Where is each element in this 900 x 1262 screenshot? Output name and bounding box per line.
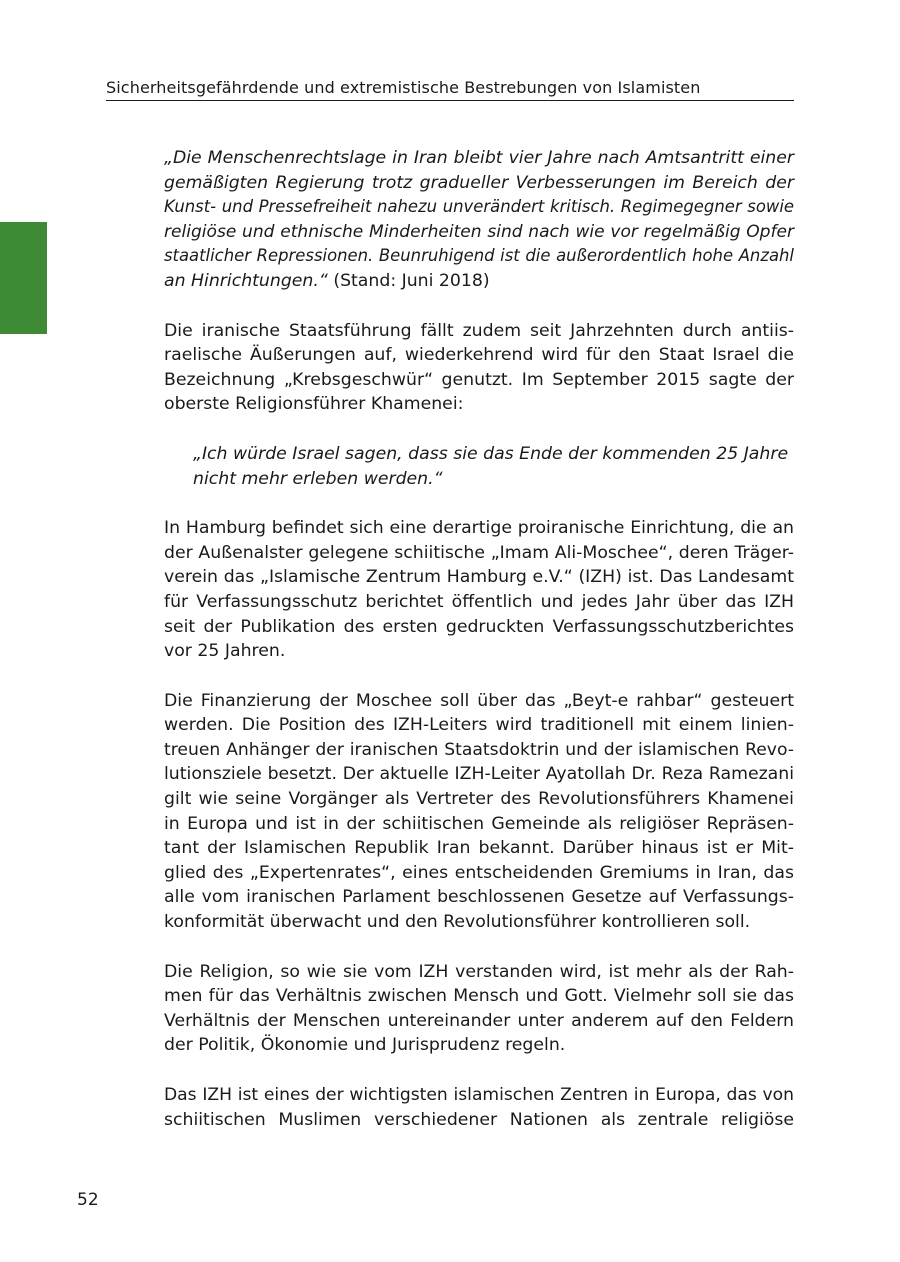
text-line: „Ich würde Israel sagen, dass sie das Ende der kommenden 25 Jahre [193,443,789,464]
text-line: glied des „Expertenrates“, eines entscheidenden Gremiums in Iran, das [164,862,794,883]
quote-source-date: (Stand: Juni 2018) [327,270,490,291]
text-line: gilt wie seine Vorgänger als Vertreter des Revolutionsführers Khamenei [164,789,794,810]
indented-quote [193,442,794,491]
text-line: Kunst- und Pressefreiheit nahezu unverändert kritisch. Regimegegner sowie [164,197,794,217]
text-line: verein das „Islamische Zentrum Hamburg e.V.“ (IZH) ist. Das Landesamt [164,567,794,588]
text-line: religiöse und ethnische Minderheiten sind nach wie vor regelmäßig Opfer [164,221,794,242]
text-line: treuen Anhänger der iranischen Staatsdoktrin und der islamischen Revo- [164,739,794,760]
text-line: „Die Menschenrechtslage in Iran bleibt vier Jahre nach Amtsantritt einer [164,148,794,168]
text-line: gemäßigten Regierung trotz gradueller Verbesserungen im Bereich der [164,172,794,193]
quote-paragraph [164,146,794,294]
text-line: konformität überwacht und den Revolutionsführer kontrollieren soll. [164,912,751,933]
text-line: tant der Islamischen Republik Iran bekannt. Darüber hinaus ist er Mit- [164,838,794,859]
text-line: der Politik, Ökonomie und Jurisprudenz regeln. [164,1035,566,1056]
text-line: Die iranische Staatsführung fällt zudem seit Jahrzehnten durch antiis- [164,320,794,341]
text-line: vor 25 Jahren. [164,641,286,662]
body-paragraph [164,319,794,417]
text-line: in Europa und ist in der schiitischen Gemeinde als religiöser Repräsen- [164,813,794,834]
text-line: Die Finanzierung der Moschee soll über das „Beyt-e rahbar“ gesteuert [164,690,794,711]
text-line: lutionsziele besetzt. Der aktuelle IZH-Leiter Ayatollah Dr. Reza Ramezani [164,764,794,785]
body-paragraph [164,1083,794,1132]
text-line [164,269,794,294]
body-paragraph [164,960,794,1058]
text-line: raelische Äußerungen auf, wiederkehrend wird für den Staat Israel die [164,345,794,366]
text-line: der Außenalster gelegene schiitische „Imam Ali-Moschee“, deren Träger- [164,542,794,563]
text-line: für Verfassungsschutz berichtet öffentlich und jedes Jahr über das IZH [164,591,794,612]
text-line: Die Religion, so wie sie vom IZH verstanden wird, ist mehr als der Rah- [164,961,794,982]
chapter-side-tab [0,222,47,334]
page-number: 52 [77,1190,99,1210]
body-paragraph [164,689,794,935]
quote-end: an Hinrichtungen.“ [164,270,328,291]
text-line: Das IZH ist eines der wichtigsten islamischen Zentren in Europa, das von [164,1085,794,1105]
text-line: schiitischen Muslimen verschiedener Nationen als zentrale religiöse [164,1109,794,1130]
text-line: alle vom iranischen Parlament beschlossenen Gesetze auf Verfassungs- [164,887,794,908]
text-line: staatlicher Repressionen. Beunruhigend ist die außerordentlich hohe Anzahl [164,246,794,266]
text-line: Verhältnis der Menschen untereinander unter anderem auf den Feldern [164,1010,794,1031]
running-header: Sicherheitsgefährdende und extremistische Bestrebungen von Islamisten [106,78,794,101]
page-body [164,146,794,1157]
text-line: werden. Die Position des IZH-Leiters wird traditionell mit einem linien- [164,715,794,736]
text-line: seit der Publikation des ersten gedruckten Verfassungsschutzberichtes [164,616,794,637]
text-line: nicht mehr erleben werden.“ [193,468,443,489]
text-line: In Hamburg befindet sich eine derartige proiranische Einrichtung, die an [164,518,794,539]
text-line: oberste Religionsführer Khamenei: [164,394,464,415]
text-line: Bezeichnung „Krebsgeschwür“ genutzt. Im September 2015 sagte der [164,369,794,390]
body-paragraph [164,516,794,664]
text-line: men für das Verhältnis zwischen Mensch und Gott. Vielmehr soll sie das [164,986,794,1007]
